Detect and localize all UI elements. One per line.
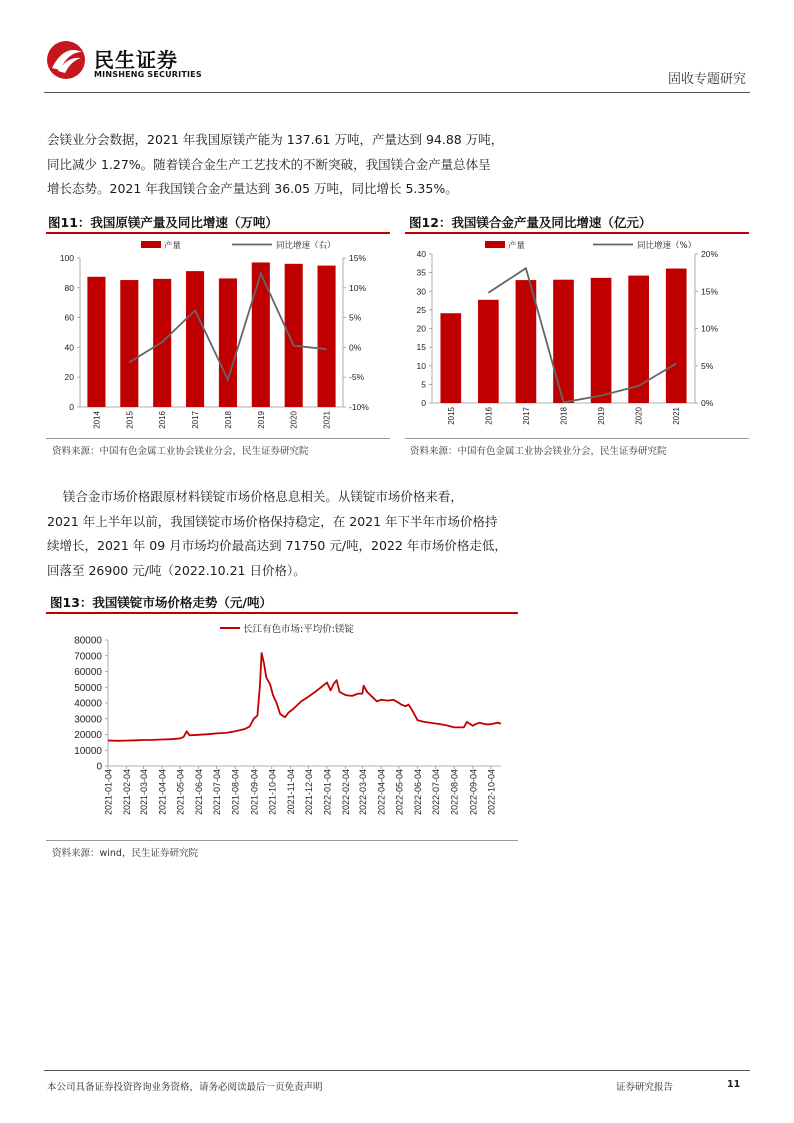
- right-tick-label: 0%: [349, 342, 362, 353]
- legend-bar-label: 产量: [164, 241, 182, 251]
- minsheng-logo-icon: [44, 38, 88, 82]
- x-tick-label: 2021-04-04: [157, 769, 168, 816]
- x-tick-label: 2022-05-04: [394, 769, 405, 816]
- figure-11-bottom-rule: [46, 438, 390, 439]
- paragraph-line: 会镁业分会数据，2021 年我国原镁产能为 137.61 万吨，产量达到 94.88 万吨，: [47, 132, 504, 147]
- right-tick-label: 5%: [349, 312, 362, 323]
- y-tick-label: 70000: [74, 651, 102, 663]
- footer-divider: [44, 1070, 750, 1071]
- paragraph-line: 同比减少 1.27%。随着镁合金生产工艺技术的不断突破，我国镁合金产量总体呈: [47, 156, 491, 172]
- category-label: 2017: [191, 411, 201, 429]
- left-tick-label: 10: [416, 360, 426, 371]
- header-divider: [44, 92, 750, 93]
- category-label: 2017: [521, 407, 531, 425]
- right-tick-label: 0%: [701, 398, 714, 408]
- figure-13-title: 图13：我国镁锭市场价格走势（元/吨）: [50, 595, 272, 610]
- left-tick-label: 35: [416, 267, 426, 278]
- y-tick-label: 30000: [74, 714, 102, 726]
- y-tick-label: 80000: [74, 635, 102, 647]
- category-label: 2016: [484, 407, 494, 425]
- bar-2014: [87, 277, 105, 407]
- bar-2017: [516, 280, 537, 403]
- figure-11-title-rule: [46, 232, 390, 234]
- left-tick-label: 80: [64, 282, 74, 293]
- right-tick-label: -10%: [349, 402, 369, 412]
- price-line-chart-svg: [46, 614, 518, 838]
- bar-2016: [478, 300, 499, 403]
- y-tick-label: 60000: [74, 667, 102, 678]
- paragraph-line: 2021 年上半年以前，我国镁锭市场价格保持稳定，在 2021 年下半年市场价格持: [47, 513, 498, 529]
- y-tick-label: 40000: [74, 698, 102, 710]
- x-tick-label: 2021-08-04: [230, 769, 241, 816]
- category-label: 2016: [158, 411, 168, 429]
- bar-2015: [440, 313, 461, 403]
- right-tick-label: 10%: [349, 282, 367, 293]
- right-tick-label: 5%: [701, 360, 714, 371]
- category-label: 2021: [672, 407, 682, 425]
- x-tick-label: 2022-06-04: [413, 769, 424, 816]
- brand-name-en: MINSHENG SECURITIES: [94, 70, 202, 79]
- left-tick-label: 25: [416, 304, 426, 315]
- figure-13-chart: [46, 614, 518, 838]
- brand-name-cn: 民生证券: [94, 48, 178, 72]
- figure-11-title: 图11：我国原镁产量及同比增速（万吨）: [48, 215, 278, 230]
- x-tick-label: 2021-03-04: [138, 769, 149, 816]
- paragraph-line: 增长态势。2021 年我国镁合金产量达到 36.05 万吨，同比增长 5.35%。: [47, 181, 458, 196]
- figure-13-bottom-rule: [46, 840, 518, 841]
- x-tick-label: 2022-03-04: [357, 769, 368, 816]
- body-paragraph-1: [47, 128, 503, 202]
- y-tick-label: 50000: [74, 682, 102, 694]
- figure-13-source: 资料来源：wind，民生证券研究院: [52, 848, 198, 859]
- body-paragraph-2: [47, 485, 507, 583]
- x-tick-label: 2022-08-04: [449, 769, 460, 816]
- x-tick-label: 2021-06-04: [194, 769, 205, 816]
- x-tick-label: 2022-02-04: [341, 769, 352, 816]
- x-tick-label: 2021-10-04: [267, 769, 278, 816]
- category-label: 2015: [125, 411, 135, 429]
- right-tick-label: 15%: [349, 253, 367, 263]
- bar-2021: [666, 269, 687, 403]
- right-tick-label: 20%: [701, 249, 719, 259]
- legend-bar-swatch: [485, 241, 505, 248]
- legend-bar-swatch: [141, 241, 161, 248]
- x-tick-label: 2022-07-04: [431, 769, 442, 816]
- figure-12-title-rule: [405, 232, 749, 234]
- left-tick-label: 30: [416, 286, 426, 297]
- category-label: 2020: [289, 411, 299, 429]
- bar-2015: [120, 280, 138, 407]
- legend-bar-label: 产量: [508, 241, 526, 251]
- category-label: 2015: [446, 407, 456, 425]
- right-tick-label: -5%: [349, 372, 365, 383]
- x-tick-label: 2022-01-04: [322, 769, 333, 816]
- bar-2018: [553, 280, 574, 403]
- left-tick-label: 40: [64, 342, 74, 353]
- y-tick-label: 20000: [74, 730, 102, 741]
- left-tick-label: 100: [59, 253, 74, 263]
- figure-11-chart: [46, 236, 390, 436]
- figure-12-bottom-rule: [405, 438, 749, 439]
- brand-logo: [44, 38, 204, 88]
- left-tick-label: 20: [416, 323, 426, 334]
- bar-2020: [285, 264, 303, 407]
- bar-2019: [591, 278, 612, 403]
- left-tick-label: 60: [64, 312, 74, 323]
- bar-2018: [219, 278, 237, 407]
- x-tick-label: 2021-01-04: [103, 769, 114, 816]
- x-tick-label: 2022-09-04: [468, 769, 479, 816]
- x-tick-label: 2021-07-04: [212, 769, 223, 816]
- x-tick-label: 2021-11-04: [285, 769, 296, 815]
- x-tick-label: 2022-10-04: [486, 769, 497, 816]
- y-tick-label: 0: [96, 761, 102, 773]
- right-tick-label: 10%: [701, 323, 719, 334]
- x-tick-label: 2021-12-04: [303, 769, 314, 816]
- legend-line-label: 同比增速（右）: [276, 241, 336, 251]
- figure-12-chart: [405, 236, 749, 436]
- category-label: 2018: [223, 411, 233, 429]
- x-tick-label: 2022-04-04: [376, 769, 387, 816]
- category-label: 2018: [559, 407, 569, 425]
- category-label: 2014: [92, 411, 102, 429]
- footer-report-type: 证券研究报告: [616, 1082, 674, 1093]
- left-tick-label: 5: [421, 379, 426, 390]
- category-label: 2019: [597, 407, 607, 425]
- report-section: 固收专题研究: [667, 72, 746, 87]
- legend-line-label: 同比增速（%）: [637, 241, 697, 251]
- footer-disclaimer: 本公司具备证券投资咨询业务资格，请务必阅读最后一页免责声明: [47, 1082, 323, 1093]
- x-tick-label: 2021-09-04: [249, 769, 260, 816]
- category-label: 2019: [256, 411, 266, 429]
- paragraph-line: 回落至 26900 元/吨（2022.10.21 日价格）。: [47, 562, 306, 578]
- y-tick-label: 10000: [74, 745, 102, 757]
- x-tick-label: 2021-02-04: [122, 769, 133, 816]
- figure-12-source: 资料来源：中国有色金属工业协会镁业分会，民生证券研究院: [410, 446, 667, 457]
- page-number: 11: [727, 1079, 741, 1090]
- combo-chart-svg: [405, 236, 749, 436]
- price-series-line: [108, 653, 501, 741]
- left-tick-label: 0: [69, 402, 74, 412]
- page-header: [44, 38, 750, 92]
- right-tick-label: 15%: [701, 286, 719, 297]
- combo-chart-svg: [46, 236, 390, 436]
- left-tick-label: 20: [64, 372, 74, 383]
- bar-2019: [252, 262, 270, 407]
- figure-12-title: 图12：我国镁合金产量及同比增速（亿元）: [409, 215, 652, 230]
- bar-2017: [186, 271, 204, 407]
- figure-11-source: 资料来源：中国有色金属工业协会镁业分会，民生证券研究院: [52, 446, 309, 457]
- bar-2020: [628, 276, 649, 403]
- left-tick-label: 15: [416, 342, 426, 353]
- x-tick-label: 2021-05-04: [175, 769, 186, 816]
- paragraph-line: 镁合金市场价格跟原材料镁锭市场价格息息相关。从镁锭市场价格来看，: [47, 489, 463, 504]
- left-tick-label: 0: [421, 398, 426, 408]
- bar-2021: [318, 266, 336, 407]
- legend-label: 长江有色市场:平均价:镁锭: [243, 624, 354, 635]
- category-label: 2021: [322, 411, 332, 429]
- left-tick-label: 40: [416, 249, 426, 259]
- category-label: 2020: [634, 407, 644, 425]
- paragraph-line: 续增长，2021 年 09 月市场均价最高达到 71750 元/吨，2022 年市场价格走低，: [47, 538, 507, 553]
